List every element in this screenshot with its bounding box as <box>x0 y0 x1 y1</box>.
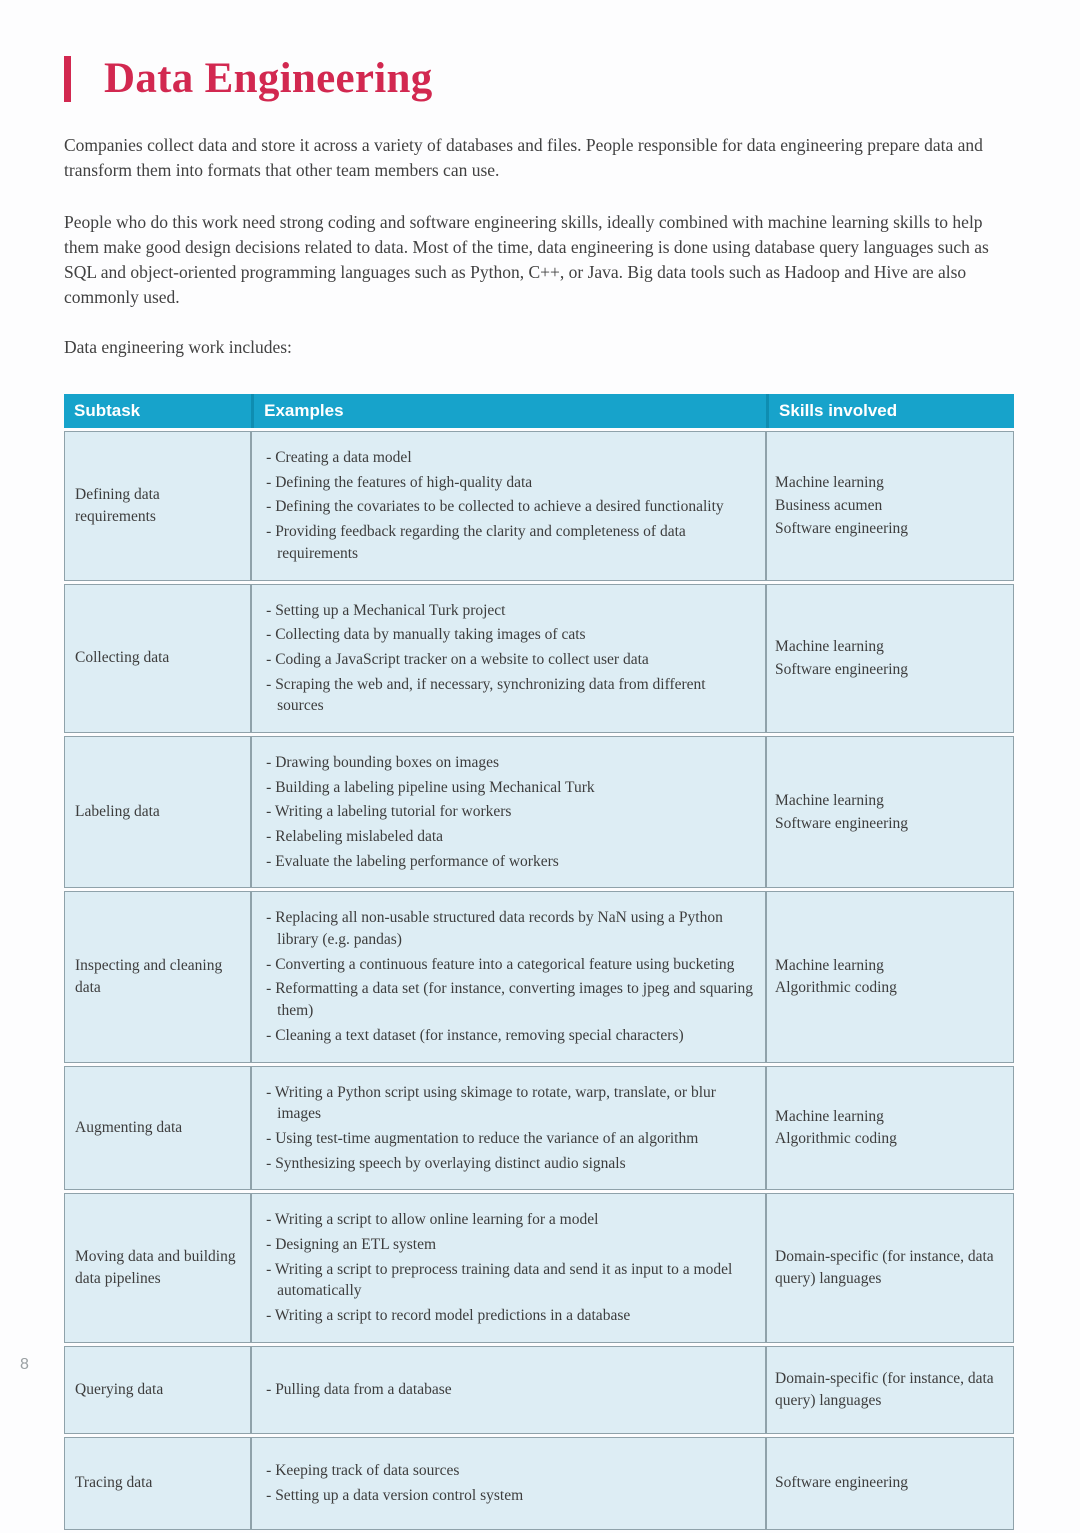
example-item: - Cleaning a text dataset (for instance, removing special characters) <box>266 1025 753 1047</box>
table-header-row <box>64 394 1014 428</box>
examples-cell <box>251 736 766 888</box>
subtask-cell: Defining data requirements <box>64 431 251 580</box>
subtask-cell: Moving data and building data pipelines <box>64 1193 251 1342</box>
skill-item: Domain-specific (for instance, data query) languages <box>775 1370 994 1409</box>
example-item: - Providing feedback regarding the clarity and completeness of data requirements <box>266 521 753 564</box>
example-item: - Using test-time augmentation to reduce the variance of an algorithm <box>266 1128 753 1150</box>
examples-cell <box>251 1346 766 1434</box>
example-item: - Evaluate the labeling performance of workers <box>266 851 753 873</box>
skill-item: Algorithmic coding <box>775 1130 897 1148</box>
example-item: - Replacing all non-usable structured data records by NaN using a Python library (e.g. pandas) <box>266 907 753 950</box>
skill-item: Machine learning <box>775 956 884 974</box>
example-item: - Drawing bounding boxes on images <box>266 752 753 774</box>
page-number: 8 <box>20 1356 29 1373</box>
example-item: - Defining the covariates to be collected to achieve a desired functionality <box>266 496 753 518</box>
table-body <box>64 431 1014 1530</box>
skill-item: Software engineering <box>775 660 909 678</box>
examples-cell <box>251 584 766 733</box>
table-row <box>64 1193 1014 1342</box>
skill-item: Machine learning <box>775 792 884 809</box>
subtask-cell: Collecting data <box>64 584 251 733</box>
example-item: - Keeping track of data sources <box>266 1460 753 1482</box>
skill-item: Machine learning <box>775 474 884 492</box>
skill-item: Business acumen <box>775 496 883 514</box>
table-row <box>64 1346 1014 1434</box>
examples-cell <box>251 891 766 1062</box>
skill-item: Software engineering <box>775 519 909 537</box>
skills-cell <box>766 1193 1014 1342</box>
example-item: - Building a labeling pipeline using Mechanical Turk <box>266 777 753 799</box>
skill-item: Algorithmic coding <box>775 979 897 997</box>
skill-item: Domain-specific (for instance, data query) languages <box>775 1248 994 1287</box>
intro-paragraph-1: Companies collect data and store it across a variety of databases and files. People responsible for data engineering prepare data and transform them into formats that other team members can use. <box>64 135 983 181</box>
header-cell-subtask: Subtask <box>64 394 251 428</box>
header-cell-examples: Examples <box>251 394 766 428</box>
table-row <box>64 431 1014 580</box>
example-item: - Creating a data model <box>266 447 753 469</box>
example-item: - Writing a labeling tutorial for workers <box>266 801 753 823</box>
example-item: - Reformatting a data set (for instance, converting images to jpeg and squaring them) <box>266 978 753 1021</box>
example-item: - Setting up a data version control system <box>266 1485 753 1507</box>
skills-cell <box>766 431 1014 580</box>
skills-cell <box>766 1437 1014 1530</box>
example-item: - Relabeling mislabeled data <box>266 826 753 848</box>
skills-cell <box>766 584 1014 733</box>
examples-cell <box>251 431 766 580</box>
table-row <box>64 584 1014 733</box>
page-title: Data Engineering <box>104 55 433 102</box>
example-item: - Setting up a Mechanical Turk project <box>266 600 753 622</box>
skill-item: Machine learning <box>775 638 884 656</box>
subtask-cell: Querying data <box>64 1346 251 1434</box>
skills-cell <box>766 891 1014 1062</box>
heading-accent-bar <box>64 56 71 102</box>
table-row <box>64 736 1014 888</box>
table-row <box>64 891 1014 1062</box>
example-item: - Coding a JavaScript tracker on a website to collect user data <box>266 649 753 671</box>
subtask-cell: Augmenting data <box>64 1066 251 1191</box>
skills-cell <box>766 736 1014 888</box>
example-item: - Writing a Python script using skimage to rotate, warp, translate, or blur images <box>266 1082 753 1125</box>
subtask-cell: Labeling data <box>64 736 251 888</box>
subtask-cell: Inspecting and cleaning data <box>64 891 251 1062</box>
intro-paragraph-2: People who do this work need strong coding and software engineering skills, ideally combined with machine learning skills to help them make good design decisions related to data. Most of the time, data engineering is done using database query languages such as SQL and object-oriented programming languages such as Python, C++, or Java. Big data tools such as Hadoop and Hive are also commonly used. <box>64 212 989 308</box>
example-item: - Scraping the web and, if necessary, synchronizing data from different sources <box>266 674 753 717</box>
table-row <box>64 1066 1014 1191</box>
example-item: - Pulling data from a database <box>266 1379 753 1401</box>
chapter-heading <box>64 54 1014 103</box>
skill-item: Software engineering <box>775 1474 909 1492</box>
example-item: - Defining the features of high-quality data <box>266 472 753 494</box>
skills-cell <box>766 1066 1014 1191</box>
skills-cell <box>766 1346 1014 1434</box>
table-row <box>64 1437 1014 1530</box>
example-item: - Writing a script to record model predictions in a database <box>266 1305 753 1327</box>
example-item: - Converting a continuous feature into a categorical feature using bucketing <box>266 954 753 976</box>
header-cell-skills: Skills involved <box>766 394 1014 428</box>
skill-item: Machine learning <box>775 1107 884 1125</box>
example-item: - Writing a script to preprocess training data and send it as input to a model automatically <box>266 1259 753 1302</box>
example-item: - Synthesizing speech by overlaying distinct audio signals <box>266 1153 753 1175</box>
subtasks-table <box>64 391 1014 1533</box>
table-lead-in: Data engineering work includes: <box>64 337 292 358</box>
examples-cell <box>251 1193 766 1342</box>
examples-cell <box>251 1437 766 1530</box>
examples-cell <box>251 1066 766 1191</box>
skill-item: Software engineering <box>775 814 909 832</box>
subtask-cell: Tracing data <box>64 1437 251 1530</box>
example-item: - Collecting data by manually taking images of cats <box>266 624 753 646</box>
example-item: - Designing an ETL system <box>266 1234 753 1256</box>
example-item: - Writing a script to allow online learning for a model <box>266 1209 753 1231</box>
